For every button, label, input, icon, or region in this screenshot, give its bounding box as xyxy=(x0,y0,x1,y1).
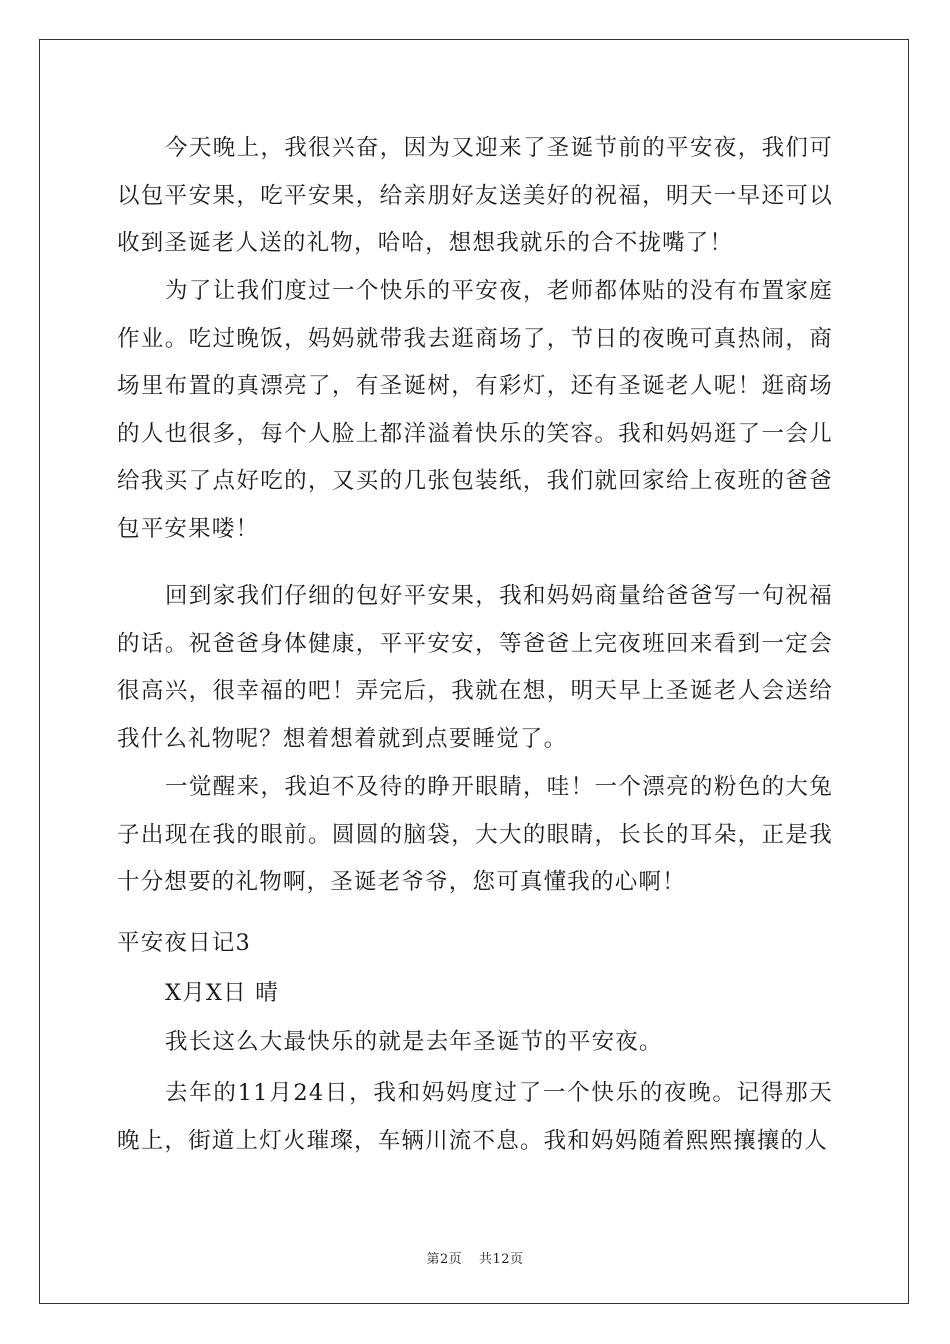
section-title: 平安夜日记3 xyxy=(117,930,252,956)
paragraph-4: 一觉醒来，我迫不及待的睁开眼睛，哇！一个漂亮的粉色的大兔子出现在我的眼前。圆圆的脑袋，大大的眼睛，长长的耳朵，正是我十分想要的礼物啊，圣诞老爷爷，您可真懂我的心啊！ xyxy=(117,774,833,895)
date-line: X月X日 晴 xyxy=(165,980,279,1006)
page-total: 共12页 xyxy=(478,1252,524,1267)
page-footer xyxy=(0,1248,950,1267)
paragraph-1: 今天晚上，我很兴奋，因为又迎来了圣诞节前的平安夜，我们可以包平安果，吃平安果，给亲朋好友送美好的祝福，明天一早还可以收到圣诞老人送的礼物，哈哈，想想我就乐的合不拢嘴了！ xyxy=(117,135,833,256)
paragraph-2: 为了让我们度过一个快乐的平安夜，老师都体贴的没有布置家庭作业。吃过晚饭，妈妈就带我去逛商场了，节日的夜晚可真热闹，商场里布置的真漂亮了，有圣诞树，有彩灯，还有圣诞老人呢！逛商场的人也很多，每个人脸上都洋溢着快乐的笑容。我和妈妈逛了一会儿给我买了点好吃的，又买的几张包装纸，我们就回家给上夜班的爸爸包平安果喽！ xyxy=(117,278,833,542)
paragraph-6: 去年的11月24日，我和妈妈度过了一个快乐的夜晚。记得那天晚上，街道上灯火璀璨，车辆川流不息。我和妈妈随着熙熙攘攘的人 xyxy=(117,1080,833,1154)
page-number: 第2页 xyxy=(426,1252,463,1267)
paragraph-3: 回到家我们仔细的包好平安果，我和妈妈商量给爸爸写一句祝福的话。祝爸爸身体健康，平平安安，等爸爸上完夜班回来看到一定会很高兴，很幸福的吧！弄完后，我就在想，明天早上圣诞老人会送给我什么礼物呢？想着想着就到点要睡觉了。 xyxy=(117,583,833,752)
paragraph-5: 我长这么大最快乐的就是去年圣诞节的平安夜。 xyxy=(165,1029,663,1055)
